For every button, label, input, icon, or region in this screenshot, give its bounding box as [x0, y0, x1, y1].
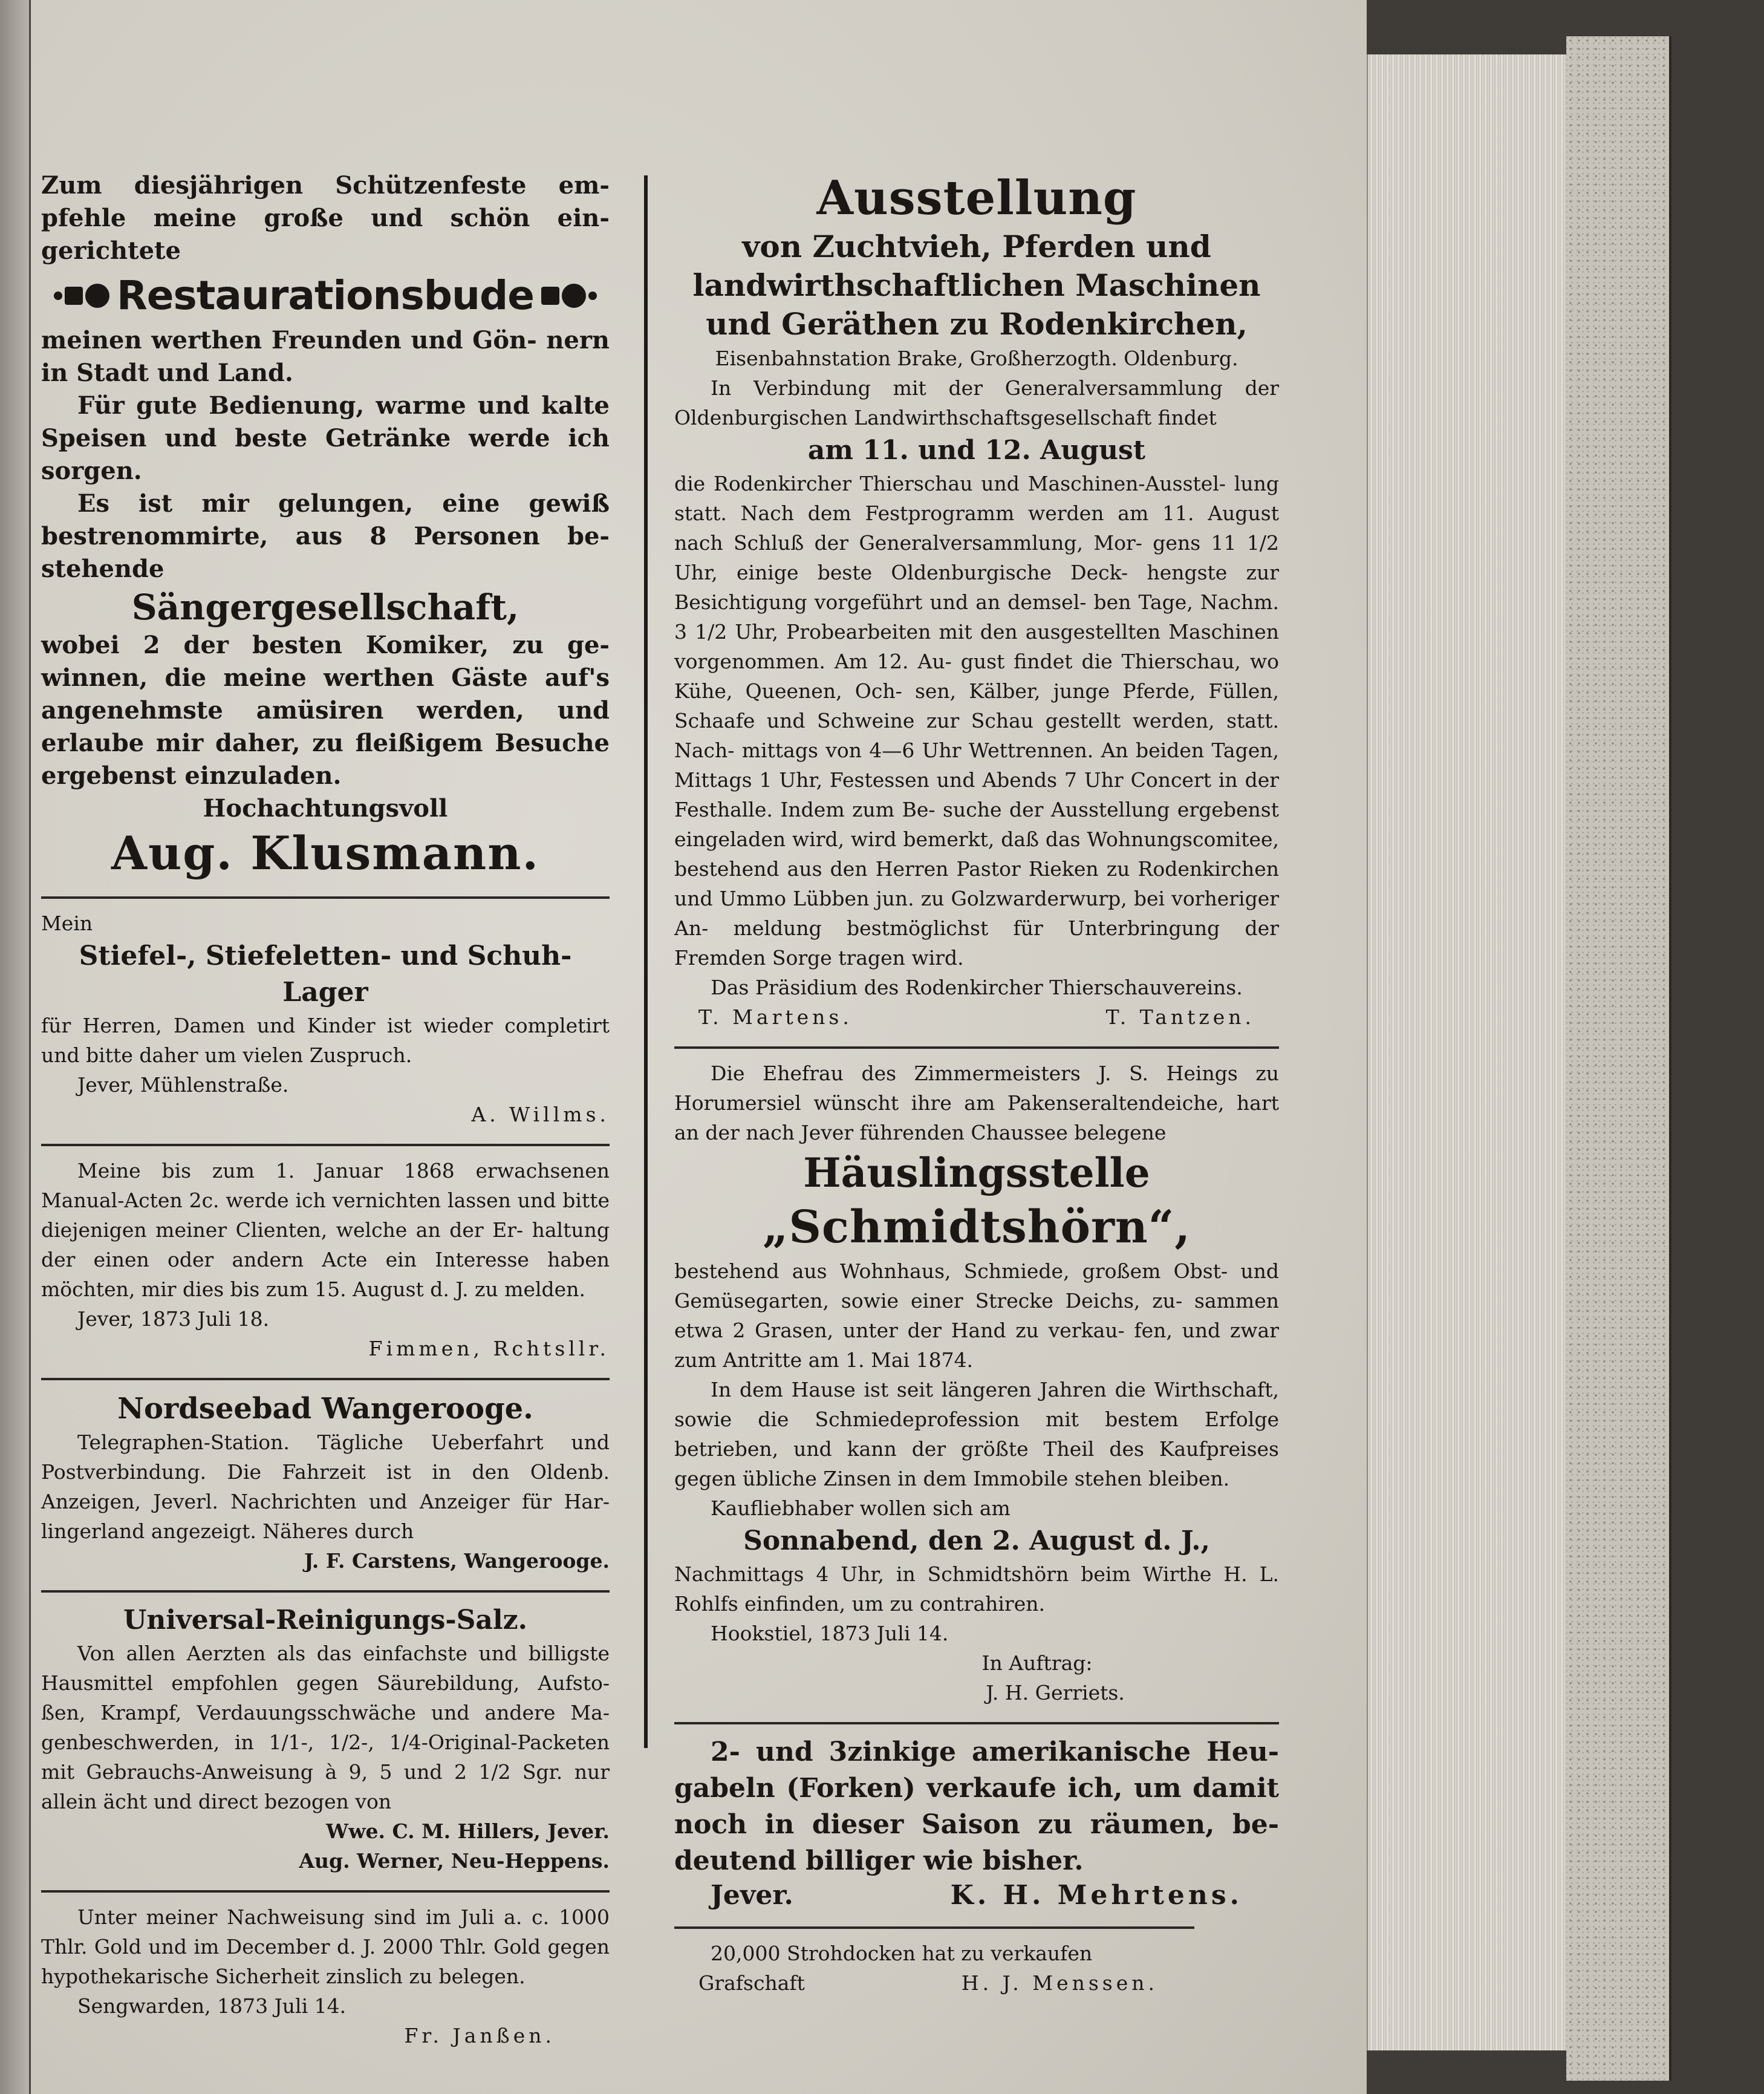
ad-signature: Fimmen, Rchtsllr.	[368, 1337, 610, 1360]
ad-body: Für gute Bedienung, warme und kalte Speisen und beste Getränke werde ich sorgen.	[41, 391, 610, 485]
book-cover	[1566, 36, 1671, 2081]
ad-closing: Hochachtungsvoll	[203, 794, 448, 823]
ad-body: 20,000 Strohdocken hat zu verkaufen	[711, 1942, 1093, 1965]
ad-strohdocken	[674, 1939, 1279, 2001]
ad-body: 2- und 3zinkige amerikanische Heu- gabeln (Forken) verkaufe ich, um damit noch in dieser Saison zu räumen, be- deutend billiger wie bisher.	[674, 1737, 1279, 1876]
right-column	[674, 169, 1279, 2001]
ad-body: wobei 2 der besten Komiker, zu ge- winnen, die meine werthen Gäste auf's angenehmste amüsiren werden, und erlaube mir daher, zu fleißigem Besuche ergebenst einzuladen.	[41, 631, 610, 790]
ad-title: Häuslingsstelle	[803, 1149, 1150, 1196]
ad-body: Kaufliebhaber wollen sich am	[711, 1496, 1011, 1520]
ad-signature: T. Tantzen.	[1105, 1005, 1255, 1029]
ad-name: „Schmidtshörn“,	[762, 1201, 1191, 1253]
left-column	[41, 169, 610, 2054]
ad-title: Universal-Reinigungs-Salz.	[123, 1605, 527, 1636]
ad-signature: K. H. Mehrtens.	[950, 1880, 1243, 1911]
ad-title: Ausstellung	[816, 171, 1137, 226]
ad-signature: Fr. Janßen.	[404, 2024, 555, 2047]
divider	[41, 1590, 610, 1593]
ad-dates: am 11. und 12. August	[807, 435, 1146, 466]
ad-body: Telegraphen-Station. Tägliche Ueberfahrt und Postverbindung. Die Fahrzeit ist in den Oldenb. Anzeigen, Jeverl. Nachrichten und Anzeiger für Har- lingerland angezeigt. Näheres durch	[41, 1430, 610, 1543]
ad-body: Von allen Aerzten als das einfachste und billigste Hausmittel empfohlen gegen Säurebildung, Aufsto- ßen, Krampf, Verdauungsschwäche und andere Ma- genbeschwerden, in 1/1-, 1/2-, 1/4-Original-Packeten mit Gebrauchs-Anweisung à 9, 5 und 2 1/2 Sgr. nur allein ächt und direct bezogen von	[41, 1642, 610, 1813]
divider	[41, 1890, 610, 1893]
ad-seller: Wwe. C. M. Hillers, Jever.	[326, 1819, 610, 1843]
ad-signature: Aug. Klusmann.	[111, 826, 539, 880]
divider	[674, 1722, 1279, 1724]
ad-wangerooge	[41, 1390, 610, 1579]
ad-title: Stiefel-, Stiefeletten- und Schuh-Lager	[79, 941, 572, 1008]
divider	[674, 1926, 1194, 1929]
ad-body: Meine bis zum 1. Januar 1868 erwachsenen Manual-Acten 2c. werde ich vernichten lassen und bitte diejenigen meiner Clienten, welche an der Er- haltung der einen oder andern Acte ein Interesse haben möchten, mir dies bis zum 15. August d. J. zu melden.	[41, 1159, 610, 1301]
ad-body: für Herren, Damen und Kinder ist wieder completirt und bitte daher um vielen Zuspruch.	[41, 1014, 610, 1067]
ad-title: Nordseebad Wangerooge.	[117, 1392, 533, 1426]
ad-manual-acten	[41, 1156, 610, 1367]
ad-schuh-lager	[41, 908, 610, 1133]
ad-body: In Verbindung mit der Generalversammlung der Oldenburgischen Landwirthschaftsgesellschaft findet	[674, 376, 1279, 429]
ad-agent: J. H. Gerriets.	[986, 1681, 1125, 1704]
previous-page-edge	[0, 0, 31, 2094]
ad-intro: Mein	[41, 912, 93, 935]
ad-date: Sengwarden, 1873 Juli 14.	[77, 1994, 347, 2018]
ad-body: bestehend aus Wohnhaus, Schmiede, großem Obst- und Gemüsegarten, sowie einer Strecke Deichs, zu- sammen etwa 2 Grasen, unter der Hand zu verkau- fen, und zwar zum Antritte am 1. Mai 1874.	[674, 1259, 1279, 1372]
ad-reinigungs-salz	[41, 1602, 610, 1879]
page-block-edges	[1367, 54, 1567, 2050]
ornament-right-icon	[541, 284, 597, 308]
ad-signatures	[674, 1002, 1279, 1032]
ad-body: Unter meiner Nachweisung sind im Juli a. c. 1000 Thlr. Gold und im December d. J. 2000 Thlr. Gold gegen hypothekarische Sicherheit zinslich zu belegen.	[41, 1905, 610, 1988]
ad-restaurationsbude	[41, 169, 610, 886]
ad-footer	[41, 1304, 610, 1334]
ad-place: Grafschaft	[698, 1971, 805, 1995]
ad-body: meinen werthen Freunden und Gön- nern in Stadt und Land.	[41, 326, 610, 387]
ad-haeuslingsstelle	[674, 1058, 1279, 1711]
ad-date: Jever, 1873 Juli 18.	[77, 1307, 270, 1331]
ad-intro: Zum diesjährigen Schützenfeste em- pfehle meine große und schön ein- gerichtete	[41, 171, 610, 265]
ad-body: Nachmittags 4 Uhr, in Schmidtshörn beim Wirthe H. L. Rohlfs einfinden, um zu contrahiren.	[674, 1562, 1279, 1616]
column-rule	[644, 175, 648, 1748]
ad-place: Jever.	[711, 1880, 793, 1911]
ad-body: Es ist mir gelungen, eine gewiß bestrenommirte, aus 8 Personen be- stehende	[41, 489, 610, 583]
divider	[674, 1046, 1279, 1049]
ad-date-line: Sonnabend, den 2. August d. J.,	[743, 1525, 1210, 1556]
ad-signature: H. J. Menssen.	[961, 1971, 1158, 1995]
ad-signature: A. Willms.	[471, 1103, 610, 1126]
ad-agent-label: In Auftrag:	[981, 1651, 1093, 1675]
ad-body: die Rodenkircher Thierschau und Maschinen-Ausstel- lung statt. Nach dem Festprogramm werden am 11. August nach Schluß der Generalversammlung, Mor- gens 11 1/2 Uhr, einige beste Oldenburgische Deck- hengste zur Besichtigung vorgeführt und an demsel- ben Tage, Nachm. 3 1/2 Uhr, Probearbeiten mit den ausgestellten Maschinen vorgenommen. Am 12. Au- gust findet die Thierschau, wo Kühe, Queenen, Och- sen, Kälber, junge Pferde, Füllen, Schaafe und Schweine zur Schau gestellt werden, statt. Nach- mittags von 4—6 Uhr Wettrennen. An beiden Tagen, Mittags 1 Uhr, Festessen und Abends 7 Uhr Concert in der Festhalle. Indem zum Be- suche der Ausstellung ergebenst eingeladen wird, wird bemerkt, daß das Wohnungscomitee, bestehend aus den Herren Pastor Rieken zu Rodenkirchen und Ummo Lübben jun. zu Golzwarderwurp, bei vorheriger An- meldung bestmöglichst für Unterbringung der Fremden Sorge tragen wird.	[674, 472, 1279, 970]
ad-footer	[674, 1968, 1279, 1998]
ornament-left-icon	[54, 284, 109, 308]
ad-hypothek	[41, 1902, 610, 2054]
ad-signature: J. F. Carstens, Wangerooge.	[304, 1549, 610, 1573]
divider	[41, 1144, 610, 1146]
ad-board: Das Präsidium des Rodenkircher Thierschauvereins.	[711, 976, 1243, 999]
ad-ausstellung	[674, 169, 1279, 1036]
ad-title: Restaurationsbude	[116, 272, 535, 319]
ad-intro: Die Ehefrau des Zimmermeisters J. S. Heings zu Horumersiel wünscht ihre am Pakenseraltendeiche, hart an der nach Jever führenden Chaussee belegene	[674, 1062, 1279, 1144]
ad-place: Hookstiel, 1873 Juli 14.	[711, 1622, 949, 1645]
ad-place: Jever, Mühlenstraße.	[77, 1073, 289, 1097]
divider	[41, 1378, 610, 1380]
ad-subtitle: von Zuchtvieh, Pferden und landwirthschaftlichen Maschinen und Geräthen zu Rodenkirchen,	[692, 229, 1261, 342]
ad-seller: Aug. Werner, Neu-Heppens.	[299, 1849, 610, 1873]
ad-title-row	[41, 270, 610, 322]
ad-subtitle: Sängergesellschaft,	[131, 587, 519, 628]
ad-station: Eisenbahnstation Brake, Großherzogth. Oldenburg.	[715, 347, 1238, 370]
ad-signature: T. Martens.	[698, 1005, 853, 1029]
ad-heugabeln	[674, 1734, 1279, 1916]
ad-body: In dem Hause ist seit längeren Jahren die Wirthschaft, sowie die Schmiedeprofession mit bestem Erfolge betrieben, und kann der größte Theil des Kaufpreises gegen übliche Zinsen in dem Immobile stehen bleiben.	[674, 1378, 1279, 1490]
ad-footer	[674, 1879, 1279, 1912]
divider	[41, 896, 610, 899]
